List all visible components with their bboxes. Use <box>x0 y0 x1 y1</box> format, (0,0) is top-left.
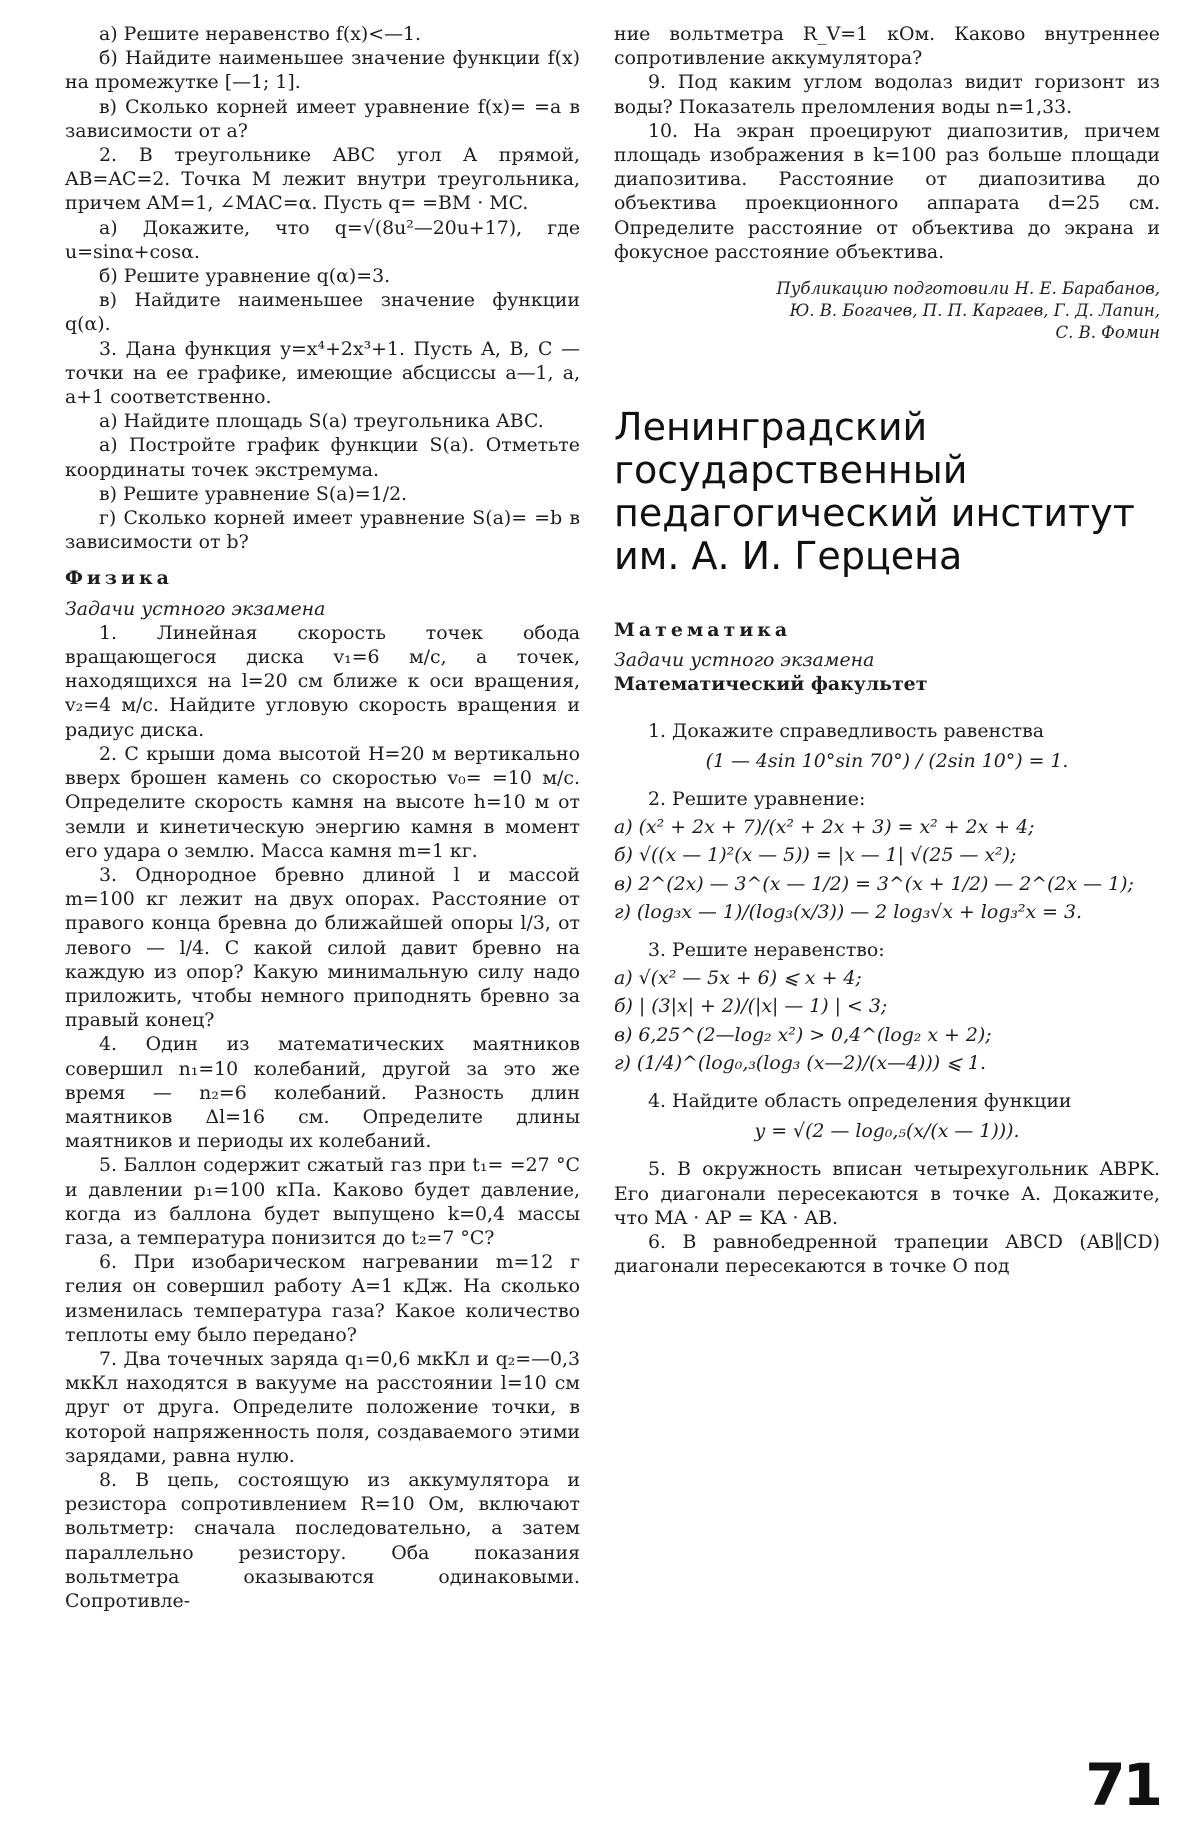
paragraph: в) Найдите наименьшее значение функции q(α). <box>65 289 580 336</box>
math-tail <box>65 22 580 554</box>
formula: (1 — 4sin 10°sin 70°) / (2sin 10°) = 1. <box>705 749 1069 772</box>
institute-title-line: государственный <box>614 448 968 493</box>
paragraph: а) Постройте график функции S(a). Отметьте координаты точек экстремума. <box>65 434 580 481</box>
physics-problems <box>65 621 580 1613</box>
problem-3: 3. Решите неравенство: <box>648 939 885 962</box>
institute-title <box>614 406 1160 578</box>
paragraph: г) Сколько корней имеет уравнение S(a)= =b в зависимости от b? <box>65 507 580 554</box>
problem: 4. Один из математических маятников совершил n₁=10 колебаний, другой за это же время — n₂=6 колебаний. Разность длин маятников Δl=16 см. Определите длины маятников и периоды их колебаний. <box>65 1033 580 1153</box>
problem: 1. Линейная скорость точек обода вращающегося диска v₁=6 м/с, а точек, находящихся на l=20 см ближе к оси вращения, v₂=4 м/с. Найдите угловую скорость вращения и радиус диска. <box>65 621 580 741</box>
problem: 3. Однородное бревно длиной l и массой m=100 кг лежит на двух опорах. Расстояние от правого конца бревна до ближайшей опоры l/3, от левого — l/4. С какой силой давит бревно на каждую из опор? Какую минимальную силу надо приложить, чтобы немного приподнять бревно за правый конец? <box>65 863 580 1032</box>
authors-line: Ю. В. Богачев, П. П. Каргаев, Г. Д. Лапин, <box>789 301 1160 321</box>
problem-1: 1. Докажите справедливость равенства <box>648 719 1045 742</box>
paragraph: б) Решите уравнение q(α)=3. <box>99 265 391 288</box>
institute-title-line: Ленинградский <box>614 405 928 450</box>
paragraph: в) Сколько корней имеет уравнение f(x)= =a в зависимости от a? <box>65 95 580 142</box>
paragraph: а) Найдите площадь S(a) треугольника ABC. <box>99 410 544 433</box>
physics-heading: Физика <box>65 567 173 590</box>
formula: в) 6,25^(2—log₂ x²) > 0,4^(log₂ x + 2); <box>614 1023 992 1046</box>
page-number: 71 <box>1085 1751 1160 1819</box>
problem: 7. Два точечных заряда q₁=0,6 мкКл и q₂=—0,3 мкКл находятся в вакууме на расстоянии l=10 см друг от друга. Определите положение точки, в которой напряженность поля, создаваемого этими зарядами, равна нулю. <box>65 1347 580 1467</box>
problem-2: 2. Решите уравнение: <box>648 788 866 811</box>
paragraph: б) Найдите наименьшее значение функции f(x) на промежутке [—1; 1]. <box>65 47 580 94</box>
formula: в) 2^(2x) — 3^(x — 1/2) = 3^(x + 1/2) — 2^(2x — 1); <box>614 872 1134 895</box>
institute-title-line: педагогический институт <box>614 491 1135 536</box>
problem: 8. В цепь, состоящую из аккумулятора и резистора сопротивлением R=10 Ом, включают вольтметр: сначала последовательно, а затем параллельно резистору. Оба показания вольтметра оказываются одинаковыми. Сопротивле- <box>65 1468 580 1612</box>
problem-5: 5. В окружность вписан четырехугольник ABPK. Его диагонали пересекаются в точке A. Докажите, что MA · AP = KA · AB. <box>614 1158 1160 1229</box>
paragraph: а) Решите неравенство f(x)<—1. <box>99 23 422 45</box>
math-heading: Математика <box>614 619 792 642</box>
authors-line: С. В. Фомин <box>1055 323 1160 343</box>
physics-subheading: Задачи устного экзамена <box>65 597 326 620</box>
problem: 9. Под каким углом водолаз видит горизонт из воды? Показатель преломления воды n=1,33. <box>614 71 1160 118</box>
paragraph: ние вольтметра R_V=1 кОм. Каково внутреннее сопротивление аккумулятора? <box>614 23 1160 70</box>
problem: 10. На экран проецируют диапозитив, причем площадь изображения в k=100 раз больше площади диапозитива. Расстояние от диапозитива до объектива проекционного аппарата d=25 см. Определите расстояние от объектива до экрана и фокусное расстояние объектива. <box>614 119 1160 263</box>
left-column <box>65 22 580 1613</box>
problem: 6. При изобарическом нагревании m=12 г гелия он совершил работу A=1 кДж. На сколько изменилась температура газа? Какое количество теплоты ему было передано? <box>65 1251 580 1346</box>
right-column <box>614 22 1160 1279</box>
authors-credit <box>614 278 1160 344</box>
formula: y = √(2 — log₀,₅(x/(x — 1))). <box>754 1120 1020 1143</box>
math-subheading: Задачи устного экзамена <box>614 649 875 672</box>
formula: г) (log₃x — 1)/(log₃(x/3)) — 2 log₃√x + log₃²x = 3. <box>614 900 1082 923</box>
paragraph: а) Докажите, что q=√(8u²—20u+17), где u=sinα+cosα. <box>65 216 580 263</box>
formula: б) √((x — 1)²(x — 5)) = |x — 1| √(25 — x²); <box>614 844 1017 867</box>
institute-title-line: им. А. И. Герцена <box>614 534 963 579</box>
paragraph: в) Решите уравнение S(a)=1/2. <box>99 482 408 505</box>
authors-line: Публикацию подготовили Н. Е. Барабанов, <box>776 279 1160 299</box>
formula: а) √(x² — 5x + 6) ⩽ x + 4; <box>614 967 862 990</box>
problem-4: 4. Найдите область определения функции <box>648 1090 1072 1113</box>
problem: 2. С крыши дома высотой H=20 м вертикально вверх брошен камень со скоростью v₀= =10 м/с. Определите скорость камня на высоте h=10 м от земли и кинетическую энергию камня в момент его удара о землю. Масса камня m=1 кг. <box>65 742 580 862</box>
paragraph: 3. Дана функция y=x⁴+2x³+1. Пусть A, B, C — точки на ее графике, имеющие абсциссы a—1, a, a+1 соответственно. <box>65 337 580 409</box>
physics-tail <box>614 22 1160 264</box>
problem-6: 6. В равнобедренной трапеции ABCD (AB∥CD) диагонали пересекаются в точке O под <box>614 1231 1160 1278</box>
formula: г) (1/4)^(log₀,₃(log₃ (x—2)/(x—4))) ⩽ 1. <box>614 1051 986 1074</box>
problem: 5. Баллон содержит сжатый газ при t₁= =27 °C и давлении p₁=100 кПа. Каково будет давление, когда из баллона будет выпущено k=0,4 массы газа, а температура понизится до t₂=7 °C? <box>65 1154 580 1249</box>
paragraph: 2. В треугольнике ABC угол A прямой, AB=AC=2. Точка M лежит внутри треугольника, причем AM=1, ∠MAC=α. Пусть q= =BM · MC. <box>65 144 580 215</box>
formula: б) | (3|x| + 2)/(|x| — 1) | < 3; <box>614 995 888 1018</box>
formula: а) (x² + 2x + 7)/(x² + 2x + 3) = x² + 2x + 4; <box>614 816 1035 839</box>
faculty-heading: Математический факультет <box>614 673 928 696</box>
